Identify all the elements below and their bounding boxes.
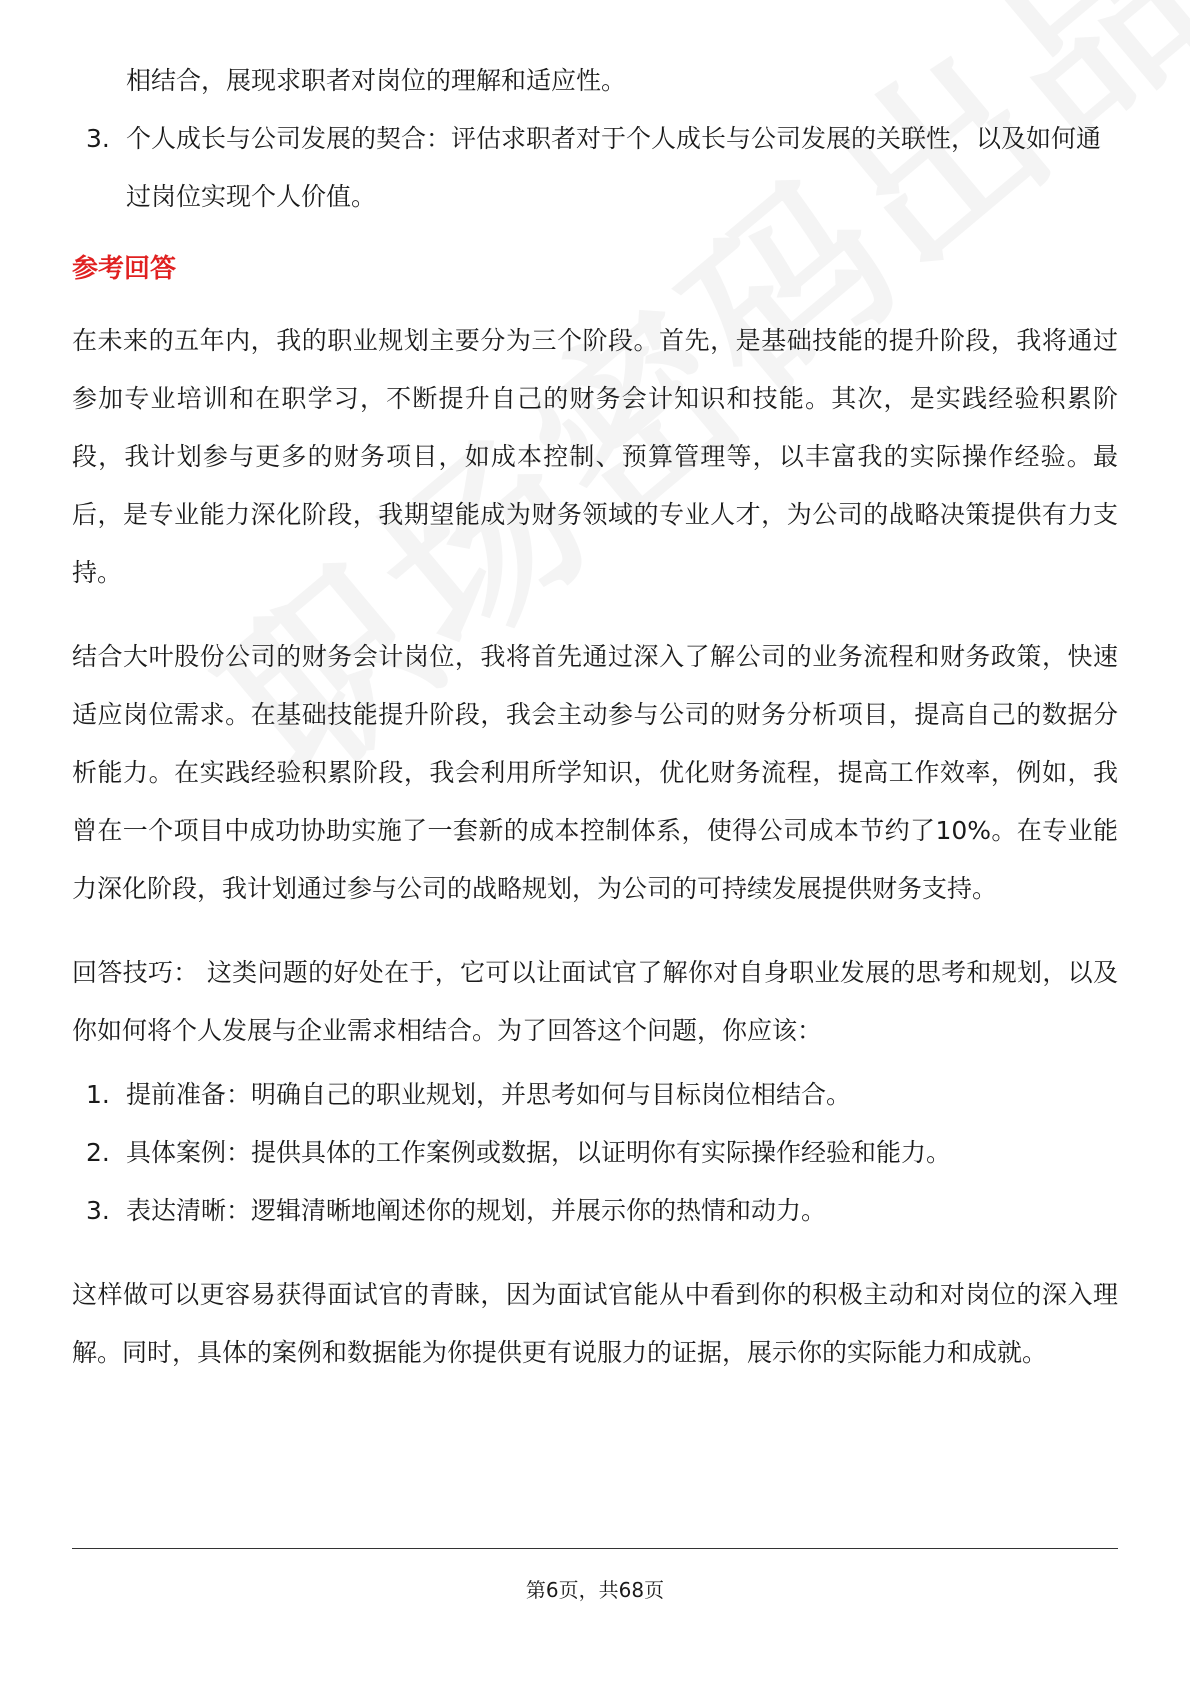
list-item-text: 表达清晰：逻辑清晰地阐述你的规划，并展示你的热情和动力。	[126, 1196, 827, 1225]
section-heading-answer: 参考回答	[72, 254, 177, 284]
list-item	[72, 1124, 1118, 1182]
page-content	[72, 52, 1118, 1408]
list-item	[72, 1066, 1118, 1124]
list-item-text: 个人成长与公司发展的契合：评估求职者对于个人成长与公司发展的关联性，以及如何通过岗位实现个人价值。	[126, 124, 1102, 211]
answer-paragraph-2: 结合大叶股份公司的财务会计岗位，我将首先通过深入了解公司的业务流程和财务政策，快速适应岗位需求。在基础技能提升阶段，我会主动参与公司的财务分析项目，提高自己的数据分析能力。在实践经验积累阶段，我会利用所学知识，优化财务流程，提高工作效率，例如，我曾在一个项目中成功协助实施了一套新的成本控制体系，使得公司成本节约了10%。在专业能力深化阶段，我计划通过参与公司的战略规划，为公司的可持续发展提供财务支持。	[72, 642, 1118, 903]
list-item-number: 1.	[86, 1080, 110, 1109]
page-number: 第6页，共68页	[525, 1578, 665, 1602]
list-item	[72, 1182, 1118, 1240]
list-item	[72, 110, 1118, 226]
answer-paragraph-1: 在未来的五年内，我的职业规划主要分为三个阶段。首先，是基础技能的提升阶段，我将通过参加专业培训和在职学习，不断提升自己的财务会计知识和技能。其次，是实践经验积累阶段，我计划参与更多的财务项目，如成本控制、预算管理等，以丰富我的实际操作经验。最后，是专业能力深化阶段，我期望能成为财务领域的专业人才，为公司的战略决策提供有力支持。	[72, 326, 1118, 587]
footer-divider	[72, 1548, 1118, 1549]
list-item-text: 具体案例：提供具体的工作案例或数据，以证明你有实际操作经验和能力。	[126, 1138, 952, 1167]
tips-intro-paragraph: 回答技巧： 这类问题的好处在于，它可以让面试官了解你对自身职业发展的思考和规划，以及你如何将个人发展与企业需求相结合。为了回答这个问题，你应该：	[72, 958, 1118, 1045]
list-item-number: 3.	[86, 1196, 110, 1225]
list-item-continuation: 相结合，展现求职者对岗位的理解和适应性。	[126, 66, 627, 95]
criteria-list	[72, 110, 1118, 226]
list-item-number: 3.	[86, 124, 110, 153]
list-item-text: 提前准备：明确自己的职业规划，并思考如何与目标岗位相结合。	[126, 1080, 852, 1109]
list-item-number: 2.	[86, 1138, 110, 1167]
tips-list	[72, 1066, 1118, 1240]
closing-paragraph: 这样做可以更容易获得面试官的青睐，因为面试官能从中看到你的积极主动和对岗位的深入理解。同时，具体的案例和数据能为你提供更有说服力的证据，展示你的实际能力和成就。	[72, 1280, 1118, 1367]
